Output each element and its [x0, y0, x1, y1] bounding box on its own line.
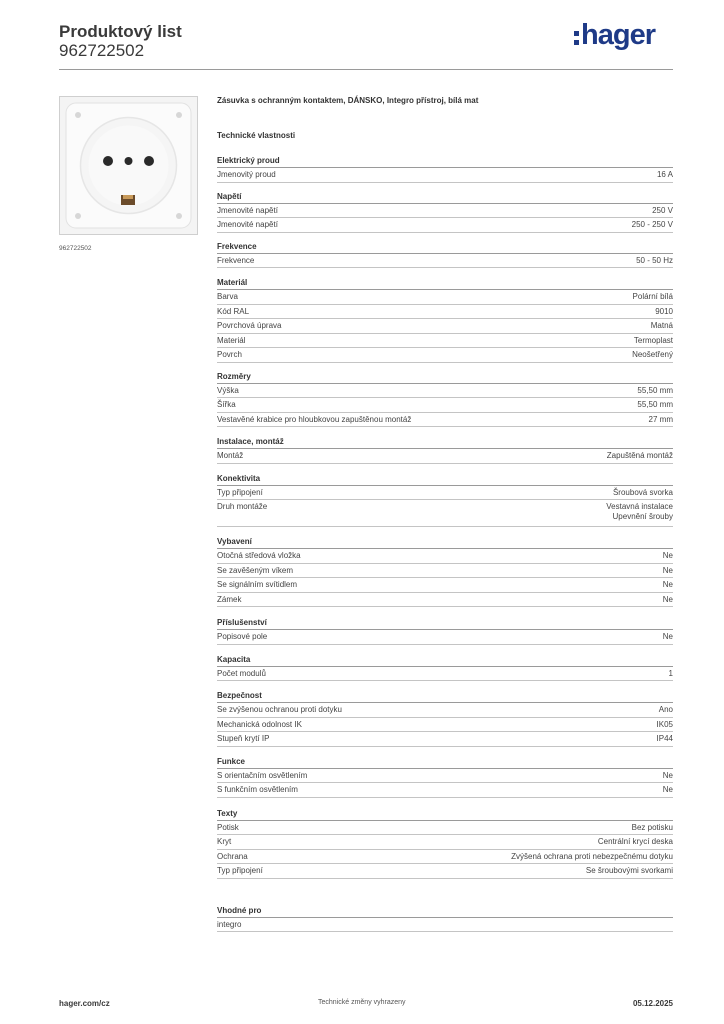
spec-label: Barva — [217, 292, 238, 301]
section-heading: Rozměry — [217, 372, 673, 384]
header-divider — [59, 69, 673, 70]
spec-value: Centrální krycí deska — [597, 837, 673, 846]
footer-website[interactable]: hager.com/cz — [59, 999, 110, 1008]
spec-value: 250 V — [652, 205, 673, 215]
page-title: Produktový list — [59, 22, 182, 41]
spec-row — [217, 413, 673, 428]
spec-value: Polární bílá — [632, 292, 673, 301]
spec-section — [217, 618, 673, 645]
section-heading: Příslušenství — [217, 618, 673, 630]
spec-label: Vestavěné krabice pro hloubkovou zapuštěnou montáž — [217, 414, 412, 424]
section-heading: Texty — [217, 809, 673, 821]
spec-value: Se šroubovými svorkami — [585, 866, 673, 875]
spec-label: Povrch — [217, 350, 242, 359]
logo-dots — [574, 31, 579, 45]
spec-row — [217, 703, 673, 718]
spec-row — [217, 384, 673, 399]
spec-row — [217, 254, 673, 269]
spec-label: Frekvence — [217, 255, 255, 265]
spec-value: Ne — [662, 594, 673, 604]
spec-row — [217, 864, 673, 879]
spec-value: Ne — [662, 632, 673, 641]
spec-row — [217, 667, 673, 682]
spec-section — [217, 156, 673, 183]
spec-sections — [217, 156, 673, 932]
spec-row — [217, 821, 673, 836]
spec-value: 16 A — [656, 170, 673, 179]
spec-row — [217, 398, 673, 413]
spec-value: 9010 — [655, 306, 673, 316]
spec-row — [217, 486, 673, 501]
spec-label: Otočná středová vložka — [217, 551, 301, 560]
spec-row — [217, 500, 673, 527]
section-heading: Konektivita — [217, 474, 673, 486]
spec-section — [217, 437, 673, 464]
spec-label: Stupeň krytí IP — [217, 734, 270, 743]
spec-value: Ano — [658, 705, 673, 714]
spec-label: Jmenovité napětí — [217, 220, 278, 229]
spec-row — [217, 850, 673, 865]
logo-word: hager — [581, 19, 655, 51]
spec-row — [217, 348, 673, 363]
spec-section — [217, 278, 673, 363]
hager-logo — [574, 20, 655, 50]
section-heading: Bezpečnost — [217, 691, 673, 703]
spec-section — [217, 192, 673, 233]
spec-row — [217, 783, 673, 798]
spec-value: Šroubová svorka — [612, 487, 673, 497]
spec-label: Počet modulů — [217, 668, 266, 678]
section-heading: Vhodné pro — [217, 906, 673, 918]
product-description: Zásuvka s ochranným kontaktem, DÁNSKO, Integro přístroj, bílá mat — [217, 96, 479, 105]
section-heading: Elektrický proud — [217, 156, 673, 168]
spec-label: Kód RAL — [217, 306, 250, 316]
spec-section — [217, 372, 673, 428]
spec-value: 1 — [668, 668, 673, 678]
spec-row — [217, 334, 673, 349]
spec-value: 250 - 250 V — [631, 220, 673, 229]
spec-row — [217, 290, 673, 305]
page-header — [59, 19, 673, 62]
spec-section — [217, 757, 673, 798]
spec-label: Se zvýšenou ochranou proti dotyku — [217, 705, 342, 714]
spec-label: Šířka — [217, 400, 236, 409]
spec-row — [217, 593, 673, 608]
spec-section — [217, 537, 673, 607]
spec-section — [217, 474, 673, 528]
spec-content — [217, 95, 673, 932]
spec-value: Matná — [650, 321, 673, 330]
spec-label: Jmenovitý proud — [217, 170, 276, 179]
spec-value: Vestavná instalace Upevnění šrouby — [606, 502, 673, 521]
spec-value: Neošetřený — [632, 350, 673, 359]
spec-section — [217, 691, 673, 747]
footer-date: 05.12.2025 — [632, 999, 673, 1008]
spec-label: Výška — [217, 385, 239, 395]
spec-value: Zapuštěná montáž — [606, 451, 673, 460]
spec-label: Se zavěšeným víkem — [217, 565, 294, 575]
spec-label: Mechanická odolnost IK — [217, 719, 302, 729]
spec-row — [217, 305, 673, 320]
spec-row — [217, 718, 673, 733]
spec-value: 50 - 50 Hz — [636, 255, 673, 265]
spec-row — [217, 578, 673, 593]
product-code: 962722502 — [59, 41, 145, 60]
spec-row — [217, 549, 673, 564]
spec-label: Materiál — [217, 335, 246, 345]
spec-label: integro — [217, 919, 242, 929]
spec-row — [217, 564, 673, 579]
spec-row — [217, 218, 673, 233]
spec-label: Se signálním svítidlem — [217, 580, 298, 589]
spec-label: Povrchová úprava — [217, 321, 282, 330]
spec-value: Ne — [662, 770, 673, 780]
spec-label: Popisové pole — [217, 632, 268, 641]
spec-section — [217, 906, 673, 933]
spec-row — [217, 319, 673, 334]
spec-value: Ne — [662, 565, 673, 575]
spec-label: Druh montáže — [217, 502, 268, 511]
spec-row — [217, 835, 673, 850]
image-caption: 962722502 — [59, 245, 92, 252]
spec-value: 55,50 mm — [637, 385, 673, 395]
spec-row — [217, 769, 673, 784]
spec-row — [217, 204, 673, 219]
spec-label: Kryt — [217, 837, 232, 846]
spec-section — [217, 809, 673, 879]
spec-label: Montáž — [217, 451, 244, 460]
spec-value: Bez potisku — [631, 822, 673, 832]
spec-value: 55,50 mm — [637, 400, 673, 409]
spec-value: IK05 — [656, 719, 673, 729]
spec-label: Zámek — [217, 594, 242, 604]
spec-label: S orientačním osvětlením — [217, 770, 308, 780]
spec-value: Ne — [662, 580, 673, 589]
spec-value: IP44 — [656, 734, 673, 743]
tech-properties-title: Technické vlastnosti — [217, 131, 296, 140]
spec-row — [217, 732, 673, 747]
spec-section — [217, 242, 673, 269]
spec-value: Termoplast — [633, 335, 673, 345]
spec-value: 27 mm — [648, 414, 673, 424]
spec-label: Ochrana — [217, 851, 248, 861]
spec-value: Ne — [662, 551, 673, 560]
spec-label: Typ připojení — [217, 487, 263, 497]
section-heading: Frekvence — [217, 242, 673, 254]
product-image — [59, 96, 198, 235]
section-heading: Materiál — [217, 278, 673, 290]
spec-label: Jmenovité napětí — [217, 205, 278, 215]
spec-row — [217, 630, 673, 645]
spec-label: Typ připojení — [217, 866, 263, 875]
section-heading: Funkce — [217, 757, 673, 769]
spec-value: Ne — [662, 785, 673, 794]
section-heading: Kapacita — [217, 655, 673, 667]
section-heading: Vybavení — [217, 537, 673, 549]
spec-row — [217, 168, 673, 183]
spec-row — [217, 918, 673, 933]
spec-label: S funkčním osvětlením — [217, 785, 298, 794]
spec-row — [217, 449, 673, 464]
spec-value: Zvýšená ochrana proti nebezpečnému dotyku — [511, 851, 673, 861]
spec-label: Potisk — [217, 822, 239, 832]
section-heading: Instalace, montáž — [217, 437, 673, 449]
footer-notice: Technické změny vyhrazeny — [318, 999, 406, 1006]
section-heading: Napětí — [217, 192, 673, 204]
spec-section — [217, 655, 673, 682]
